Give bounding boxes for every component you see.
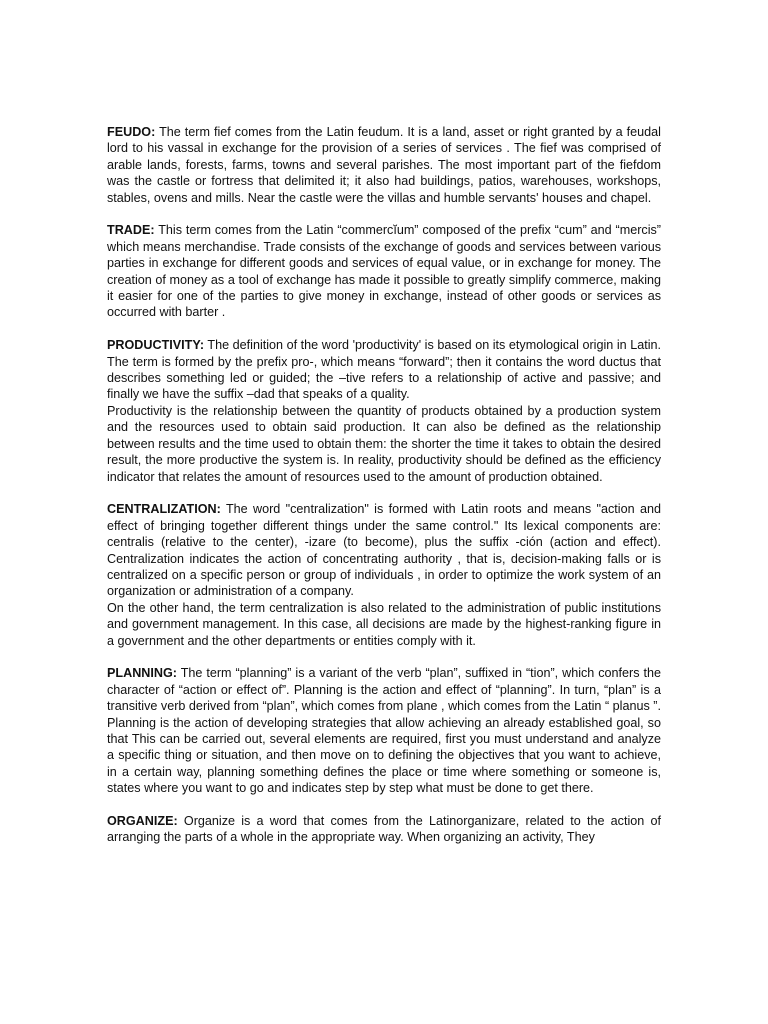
section-centralization <box>107 501 661 649</box>
section-trade <box>107 222 661 320</box>
paragraph <box>107 665 661 796</box>
paragraph-text: On the other hand, the term centralization is also related to the administration of public institutions and government management. In this case, all decisions are made by the highest-ranking figure in a government and the other departments or entities comply with it. <box>107 600 661 648</box>
section-planning <box>107 665 661 796</box>
term-heading: FEUDO: <box>107 125 156 139</box>
paragraph-gap <box>107 649 661 665</box>
paragraph <box>107 501 661 599</box>
paragraph-text: Organize is a word that comes from the Latinorganizare, related to the action of arranging the parts of a whole in the appropriate way. When organizing an activity, They <box>107 813 662 845</box>
term-heading: CENTRALIZATION: <box>107 502 221 517</box>
section-organize <box>107 813 661 846</box>
paragraph-text: This term comes from the Latin “commercĭum” composed of the prefix “cum” and “mercis” which means merchandise. Trade consists of the exchange of goods and services between various parties in exchange for different goods and services of equal value, or in exchange for money. The creation of money as a tool of exchange has made it possible to greatly simplify commerce, making it easier for one of the parties to give money in exchange, instead of other goods or services as occurred with barter . <box>107 223 661 320</box>
section-productivity <box>107 337 661 485</box>
paragraph <box>107 337 661 403</box>
paragraph-text: Productivity is the relationship between the quantity of products obtained by a production system and the resources used to obtain said production. It can also be defined as the relationship between results and the time used to obtain them: the shorter the time it takes to obtain the desired result, the more productive the system is. In reality, productivity should be defined as the efficiency indicator that relates the amount of resources used to the amount of production obtained. <box>107 403 661 484</box>
paragraph-text: The definition of the word 'productivity' is based on its etymological origin in Latin. The term is formed by the prefix pro-, which means “forward”; then it contains the word ductus that describes something led or guided; the –tive refers to a relationship of active and passive; and finally we have the suffix –dad that speaks of a quality. <box>107 338 662 402</box>
paragraph-text: The word "centralization" is formed with Latin roots and means "action and effect of bringing together different things under the same control." Its lexical components are: centralis (relative to the center), -izare (to become), plus the suffix -ción (action and effect). Centralization indicates the action of concentrating authority , that is, decision-making falls or is centralized on a specific person or group of individuals , in order to optimize the work system of an organization or administration of a company. <box>107 502 661 599</box>
term-heading: ORGANIZE: <box>107 813 178 828</box>
paragraph <box>107 222 661 320</box>
term-heading: PRODUCTIVITY: <box>107 338 205 353</box>
paragraph <box>107 600 661 649</box>
paragraph-text: The term fief comes from the Latin feudum. It is a land, asset or right granted by a feudal lord to his vassal in exchange for the provision of a series of services . The fief was comprised of arable lands, forests, farms, towns and several parishes. The most important part of the fiefdom was the castle or fortress that delimited it; it also had buildings, patios, warehouses, workshops, stables, ovens and mills. Near the castle were the villas and humble servants' houses and chapel. <box>107 125 661 205</box>
document-page <box>107 124 661 846</box>
paragraph-gap <box>107 797 661 813</box>
paragraph <box>107 403 661 485</box>
section-feudo <box>107 124 661 206</box>
term-heading: PLANNING: <box>107 666 177 681</box>
paragraph-gap <box>107 485 661 501</box>
paragraph-gap <box>107 206 661 222</box>
paragraph-gap <box>107 321 661 337</box>
term-heading: TRADE: <box>107 223 155 238</box>
paragraph <box>107 124 661 206</box>
paragraph-text: The term “planning” is a variant of the verb “plan”, suffixed in “tion”, which confers the character of “action or effect of”. Planning is the action and effect of “planning”. In turn, “plan” is a transitive verb derived from “plan”, which comes from plane , which comes from the Latin “ planus ”. Planning is the action of developing strategies that allow achieving an already established goal, so that This can be carried out, several elements are required, first you must understand and analyze a specific thing or situation, and then move on to defining the objectives that you want to achieve, in a certain way, planning something defines the place or time where something or someone is, states where you want to go and indicates step by step what must be done to get there. <box>107 666 661 796</box>
paragraph <box>107 813 661 846</box>
